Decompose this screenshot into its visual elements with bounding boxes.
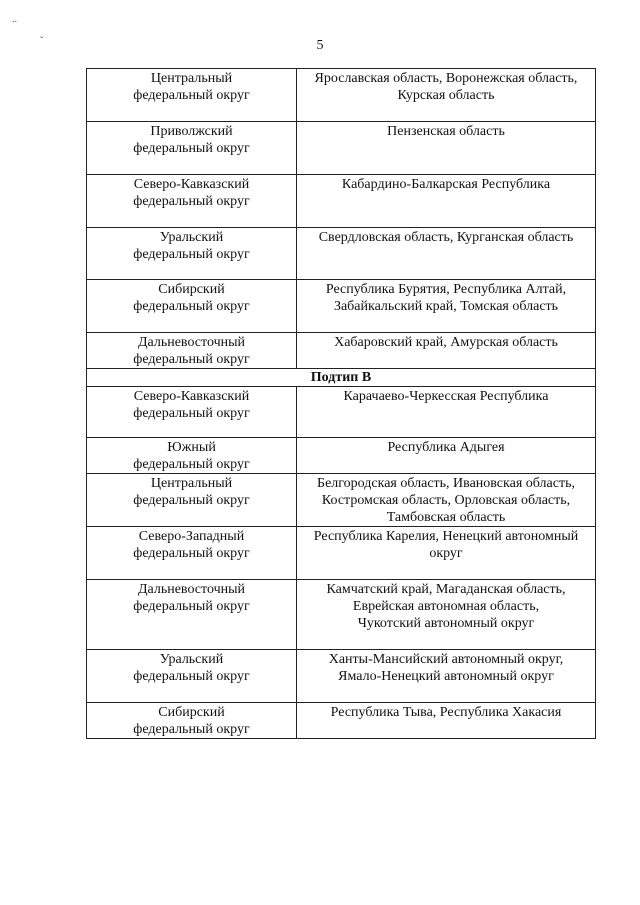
district-type: федеральный округ <box>133 194 250 209</box>
table-row <box>87 228 596 280</box>
regions-table <box>86 68 596 739</box>
district-name: Приволжский <box>150 124 233 139</box>
district-cell <box>87 175 297 228</box>
region-line: Республика Адыгея <box>387 440 505 455</box>
subtype-heading-row <box>87 369 596 387</box>
district-cell <box>87 228 297 280</box>
district-type: федеральный округ <box>133 299 250 314</box>
district-type: федеральный округ <box>133 352 250 367</box>
region-line: Курская область <box>397 88 495 103</box>
district-name: Сибирский <box>158 282 225 297</box>
district-name: Северо-Западный <box>138 529 245 544</box>
district-type: федеральный округ <box>133 141 250 156</box>
scan-mark: ˇ <box>40 36 44 47</box>
region-line: Ямало-Ненецкий автономный округ <box>338 669 554 684</box>
table-row <box>87 580 596 650</box>
subtype-heading: Подтип В <box>87 369 596 387</box>
district-name: Сибирский <box>158 705 225 720</box>
page-number: 5 <box>316 38 324 53</box>
district-name: Уральский <box>159 230 224 245</box>
region-line: Карачаево-Черкесская Республика <box>343 389 549 404</box>
district-name: Центральный <box>150 71 233 86</box>
district-cell <box>87 438 297 474</box>
region-line: Чукотский автономный округ <box>357 616 535 631</box>
region-line: Тамбовская область <box>386 510 506 525</box>
regions-cell <box>297 333 596 369</box>
district-cell <box>87 703 297 739</box>
regions-cell <box>297 703 596 739</box>
region-line: Забайкальский край, Томская область <box>333 299 559 314</box>
district-cell <box>87 387 297 438</box>
table-row <box>87 703 596 739</box>
regions-cell <box>297 580 596 650</box>
district-type: федеральный округ <box>133 669 250 684</box>
regions-cell <box>297 474 596 527</box>
district-type: федеральный округ <box>133 599 250 614</box>
regions-cell <box>297 650 596 703</box>
scan-mark: .. <box>12 14 17 25</box>
region-line: Республика Бурятия, Республика Алтай, <box>325 282 567 297</box>
region-line: Камчатский край, Магаданская область, <box>326 582 566 597</box>
district-cell <box>87 580 297 650</box>
table-row <box>87 650 596 703</box>
regions-cell <box>297 280 596 333</box>
region-line: Еврейская автономная область, <box>352 599 540 614</box>
district-type: федеральный округ <box>133 406 250 421</box>
region-line: Хабаровский край, Амурская область <box>334 335 558 350</box>
district-name: Уральский <box>159 652 224 667</box>
district-cell <box>87 474 297 527</box>
regions-cell <box>297 175 596 228</box>
region-line: Республика Карелия, Ненецкий автономный <box>313 529 579 544</box>
district-cell <box>87 280 297 333</box>
region-line: Ханты-Мансийский автономный округ, <box>328 652 564 667</box>
region-line: Ярославская область, Воронежская область, <box>314 71 578 86</box>
region-line: Пензенская область <box>387 124 505 139</box>
regions-cell <box>297 438 596 474</box>
regions-cell <box>297 527 596 580</box>
district-name: Дальневосточный <box>137 582 246 597</box>
district-cell <box>87 333 297 369</box>
district-type: федеральный округ <box>133 247 250 262</box>
district-name: Северо-Кавказский <box>133 177 250 192</box>
region-line: округ <box>429 546 463 561</box>
district-type: федеральный округ <box>133 493 250 508</box>
district-cell <box>87 650 297 703</box>
region-line: Свердловская область, Курганская область <box>318 230 574 245</box>
table-row <box>87 333 596 369</box>
table-row <box>87 175 596 228</box>
district-cell <box>87 527 297 580</box>
region-line: Республика Тыва, Республика Хакасия <box>330 705 562 720</box>
district-type: федеральный округ <box>133 88 250 103</box>
region-line: Костромская область, Орловская область, <box>321 493 571 508</box>
regions-cell <box>297 228 596 280</box>
district-type: федеральный округ <box>133 546 250 561</box>
district-name: Северо-Кавказский <box>133 389 250 404</box>
table-row <box>87 474 596 527</box>
regions-cell <box>297 69 596 122</box>
district-type: федеральный округ <box>133 457 250 472</box>
district-name: Дальневосточный <box>137 335 246 350</box>
table-row <box>87 387 596 438</box>
region-line: Кабардино-Балкарская Республика <box>341 177 551 192</box>
table-row <box>87 280 596 333</box>
table-row <box>87 527 596 580</box>
region-line: Белгородская область, Ивановская область, <box>317 476 575 491</box>
table-row <box>87 438 596 474</box>
table-row <box>87 122 596 175</box>
district-name: Центральный <box>150 476 233 491</box>
regions-cell <box>297 122 596 175</box>
district-cell <box>87 69 297 122</box>
district-name: Южный <box>167 440 216 455</box>
regions-cell <box>297 387 596 438</box>
table-row <box>87 69 596 122</box>
district-cell <box>87 122 297 175</box>
district-type: федеральный округ <box>133 722 250 737</box>
